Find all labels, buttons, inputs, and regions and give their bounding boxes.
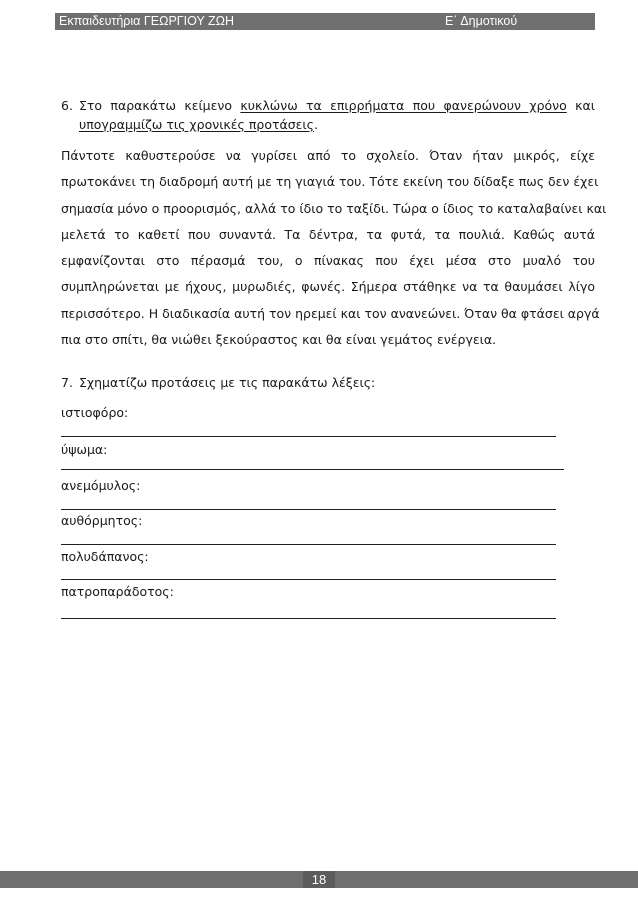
paragraph-line: πια στο σπίτι, θα νιώθει ξεκούραστος και θα είναι γεμάτος ενέργεια.	[61, 332, 497, 348]
paragraph-line: σημασία μόνο ο προορισμός, αλλά το ίδιο το ταξίδι. Τώρα ο ίδιος το καταλαβαίνει και	[61, 200, 607, 216]
answer-line[interactable]	[61, 469, 564, 470]
answer-line[interactable]	[61, 618, 556, 619]
paragraph-line: εμφανίζονται στο πέρασμά του, ο πίνακας που έχει μέσα στο μυαλό του	[61, 253, 595, 269]
word-label: ιστιοφόρο:	[61, 405, 129, 420]
word-label: ανεμόμυλος:	[61, 478, 141, 493]
task-7-text: Σχηματίζω προτάσεις με τις παρακάτω λέξεις:	[79, 375, 376, 390]
header-grade: Ε΄ Δημοτικού	[445, 14, 518, 28]
word-label: ύψωμα:	[61, 442, 108, 457]
task-7-number: 7.	[61, 375, 73, 390]
paragraph-line: μελετά το καθετί που συναντά. Τα δέντρα, τα φυτά, τα πουλιά. Καθώς αυτά	[61, 226, 595, 242]
task-6-underlined-instruction-1: κυκλώνω τα επιρρήματα που φανερώνουν χρόνο	[240, 98, 567, 113]
task-7-instruction	[61, 373, 595, 392]
task-6-number: 6.	[61, 98, 73, 113]
page-footer	[0, 871, 638, 888]
word-label: πολυδάπανος:	[61, 549, 149, 564]
task-6-instruction	[61, 96, 595, 134]
answer-line[interactable]	[61, 544, 556, 545]
word-label: αυθόρμητος:	[61, 513, 143, 528]
paragraph-line: περισσότερο. Η διαδικασία αυτή τον ηρεμεί και τον ανανεώνει. Όταν θα φτάσει αργά	[61, 305, 600, 321]
header-school-name: Εκπαιδευτήρια ΓΕΩΡΓΙΟΥ ΖΩΗ	[59, 14, 235, 28]
task-6-paragraph	[61, 143, 607, 353]
paragraph-line: συμπληρώνεται με ήχους, μυρωδιές, φωνές. Σήμερα στάθηκε να τα θαυμάσει λίγο	[61, 279, 595, 295]
page-header	[55, 13, 595, 30]
answer-line[interactable]	[61, 579, 556, 580]
paragraph-line: πρωτοκάνει τη διαδρομή αυτή με τη γιαγιά του. Τότε εκείνη του δίδαξε πως δεν έχει	[61, 174, 599, 190]
task-6-text: Στο παρακάτω κείμενο κυκλώνω τα επιρρήματα που φανερώνουν χρόνο και υπογραμμίζω τις χρονικές προτάσεις.	[79, 98, 595, 132]
word-label: πατροπαράδοτος:	[61, 584, 174, 599]
page-number: 18	[303, 871, 335, 888]
answer-line[interactable]	[61, 436, 556, 437]
paragraph-line: Πάντοτε καθυστερούσε να γυρίσει από το σχολείο. Όταν ήταν μικρός, είχε	[61, 148, 595, 163]
answer-line[interactable]	[61, 509, 556, 510]
task-6-underlined-instruction-2: υπογραμμίζω τις χρονικές προτάσεις	[79, 117, 314, 132]
